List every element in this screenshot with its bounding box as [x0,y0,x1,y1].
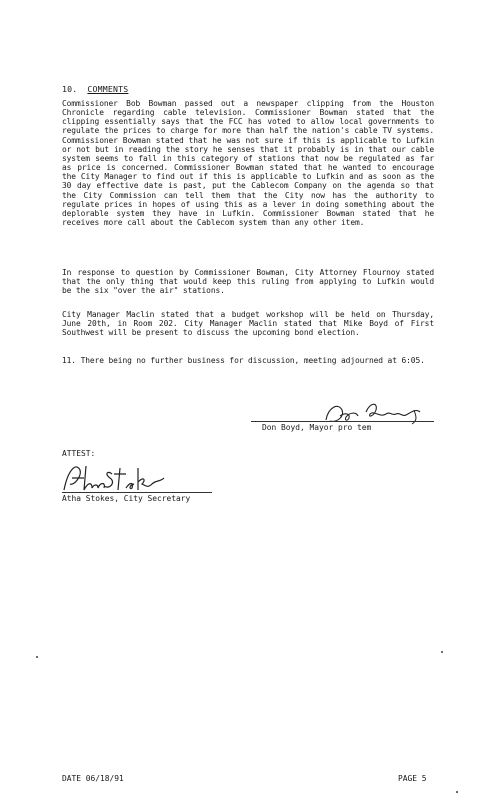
attest-label: ATTEST: [62,449,96,458]
mayor-signature-line [251,421,434,422]
section-heading [62,84,128,94]
secretary-signature-line [62,492,212,493]
scan-speck [441,651,443,653]
paragraph-cable-tv: Commissioner Bob Bowman passed out a newspaper clipping from the Houston Chronicle regarding cable television. Commissioner Bowman stated that the clipping essentially says that the FCC has voted to allow local governments to regulate the prices to charge for more than half the nation's cable TV systems. Commissioner Bowman stated that he was not sure if this is applicable to Lufkin or not but in reading the story he senses that it probably is in that our cable system seems to fall in this category of stations that now be regulated as far as price is concerned. Commissioner Bowman stated that he wanted to encourage the City Manager to find out if this is applicable to Lufkin and as soon as the 30 day effective date is past, put the Cablecom Company on the agenda so that the City Commission can tell them that the City now has the authority to regulate prices in hopes of using this as a lever in doing something about the deplorable system they have in Lufkin. Commissioner Bowman stated that he receives more call about the Cablecom system than any other item. [62,99,434,228]
footer-page-number: PAGE 5 [398,774,427,783]
paragraph-adjournment: 11. There being no further business for discussion, meeting adjourned at 6:05. [62,356,425,365]
secretary-name: Atha Stokes, City Secretary [62,494,191,503]
paragraph-city-attorney: In response to question by Commissioner Bowman, City Attorney Flournoy stated that the only thing that would keep this ruling from applying to Lufkin would be the six "over the air" stations. [62,268,434,296]
section-title: COMMENTS [87,84,129,94]
scan-speck [456,791,458,793]
footer-date: DATE 06/18/91 [62,774,124,783]
mayor-name: Don Boyd, Mayor pro tem [262,423,372,432]
paragraph-budget-workshop: City Manager Maclin stated that a budget workshop will be held on Thursday, June 20th, in Room 202. City Manager Maclin stated that Mike Boyd of First Southwest will be present to discuss the upcoming bond election. [62,310,434,338]
section-number: 10. [62,84,78,94]
scan-speck [36,656,38,658]
